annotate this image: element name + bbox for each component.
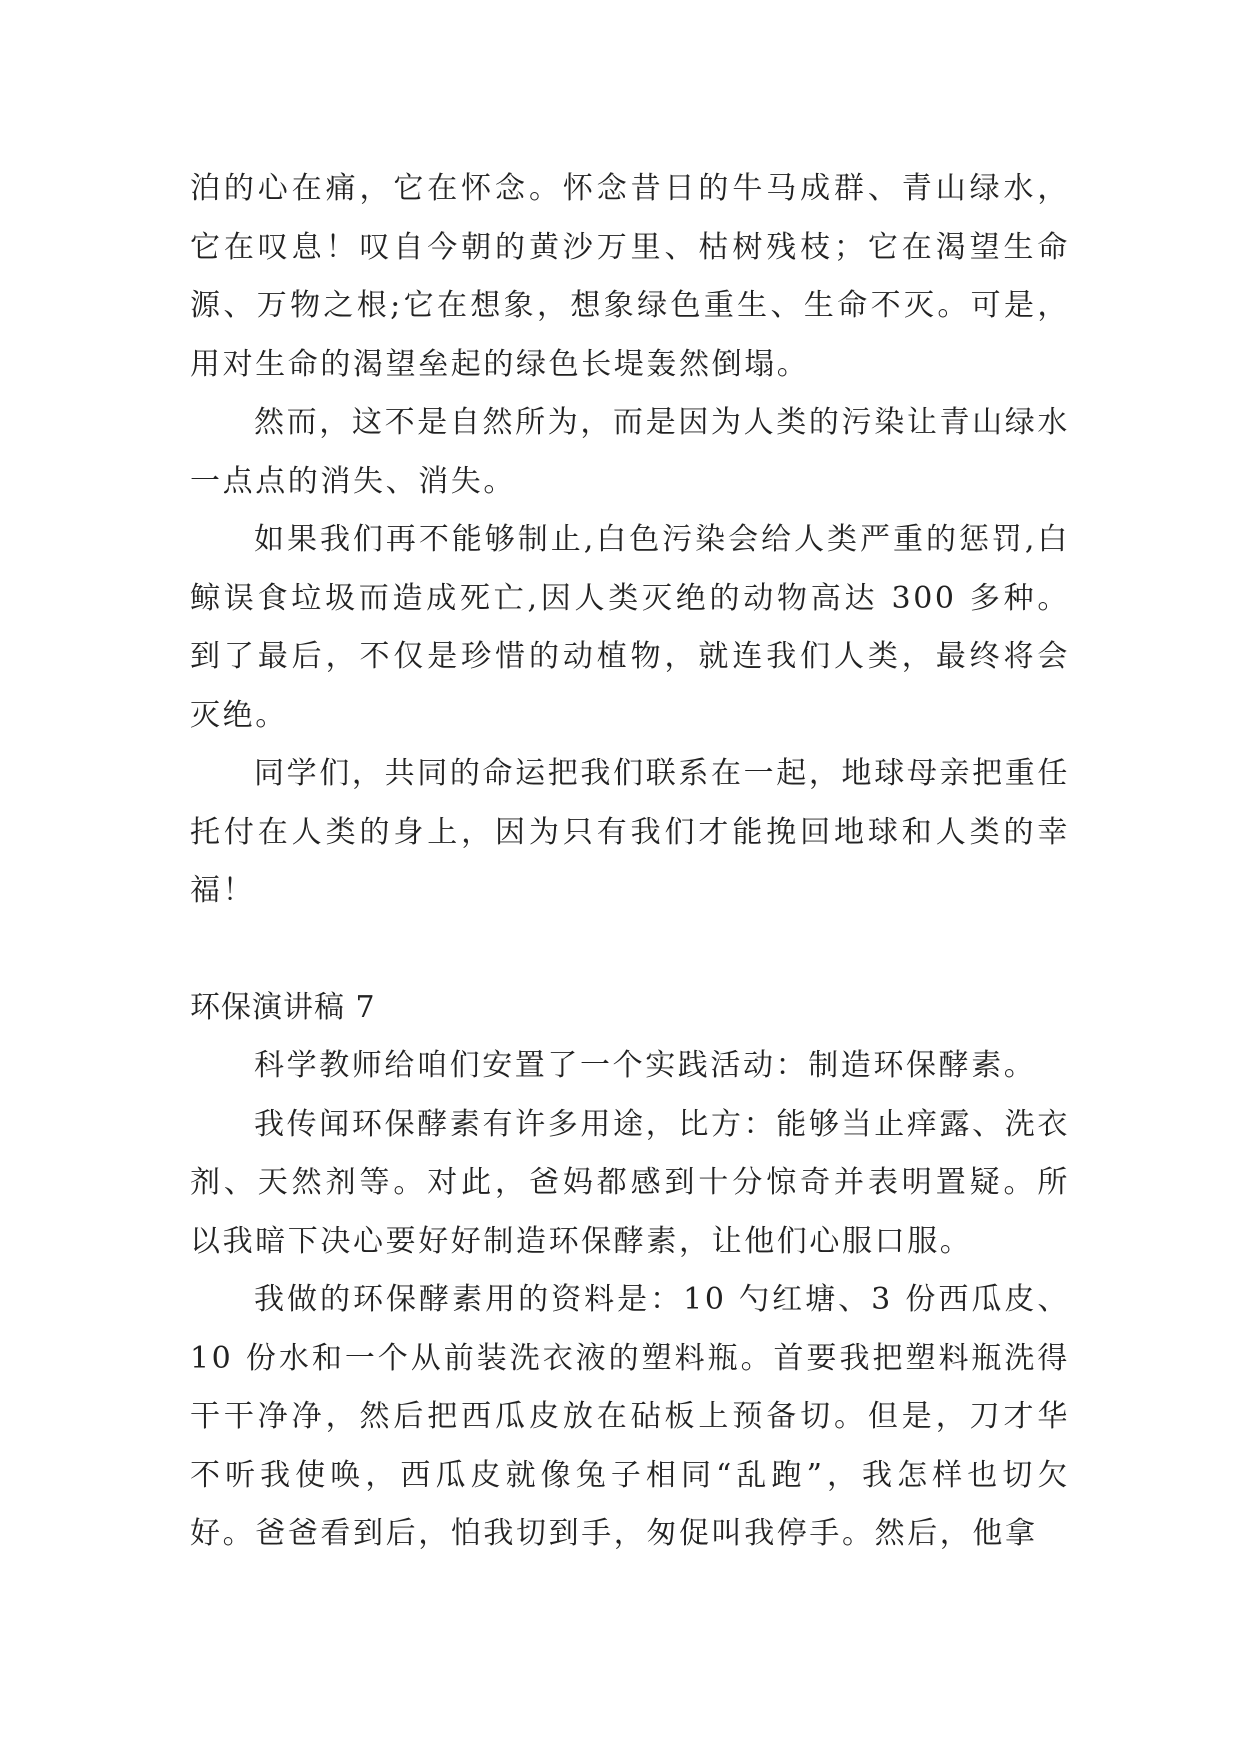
- paragraph: 如果我们再不能够制止,白色污染会给人类严重的惩罚,白鲸误食垃圾而造成死亡,因人类灭绝的动物高达 300 多种。到了最后，不仅是珍惜的动植物，就连我们人类，最终将会灭绝。: [190, 522, 1070, 733]
- paragraph: 科学教师给咱们安置了一个实践活动：制造环保酵素。: [254, 1048, 1037, 1083]
- paragraph: 我做的环保酵素用的资料是：10 勺红塘、3 份西瓜皮、10 份水和一个从前装洗衣液的塑料瓶。首要我把塑料瓶洗得干干净净，然后把西瓜皮放在砧板上预备切。但是，刀才华不听我使唤，西瓜皮就像兔子相同“乱跑”，我怎样也切欠好。爸爸看到后，怕我切到手，匆促叫我停手。然后，他拿: [190, 1282, 1070, 1551]
- section-heading: 环保演讲稿 7: [190, 989, 376, 1025]
- paragraph: 然而，这不是自然所为，而是因为人类的污染让青山绿水一点点的消失、消失。: [190, 405, 1070, 499]
- document-body: [190, 160, 1070, 1564]
- paragraph-continued: 泊的心在痛，它在怀念。怀念昔日的牛马成群、青山绿水，它在叹息！叹自今朝的黄沙万里、枯树残枝；它在渴望生命源、万物之根;它在想象，想象绿色重生、生命不灭。可是，用对生命的渴望垒起的绿色长堤轰然倒塌。: [190, 171, 1070, 382]
- paragraph: 同学们，共同的命运把我们联系在一起，地球母亲把重任托付在人类的身上，因为只有我们才能挽回地球和人类的幸福！: [190, 756, 1070, 908]
- paragraph: 我传闻环保酵素有许多用途，比方：能够当止痒露、洗衣剂、天然剂等。对此，爸妈都感到十分惊奇并表明置疑。所以我暗下决心要好好制造环保酵素，让他们心服口服。: [190, 1106, 1070, 1259]
